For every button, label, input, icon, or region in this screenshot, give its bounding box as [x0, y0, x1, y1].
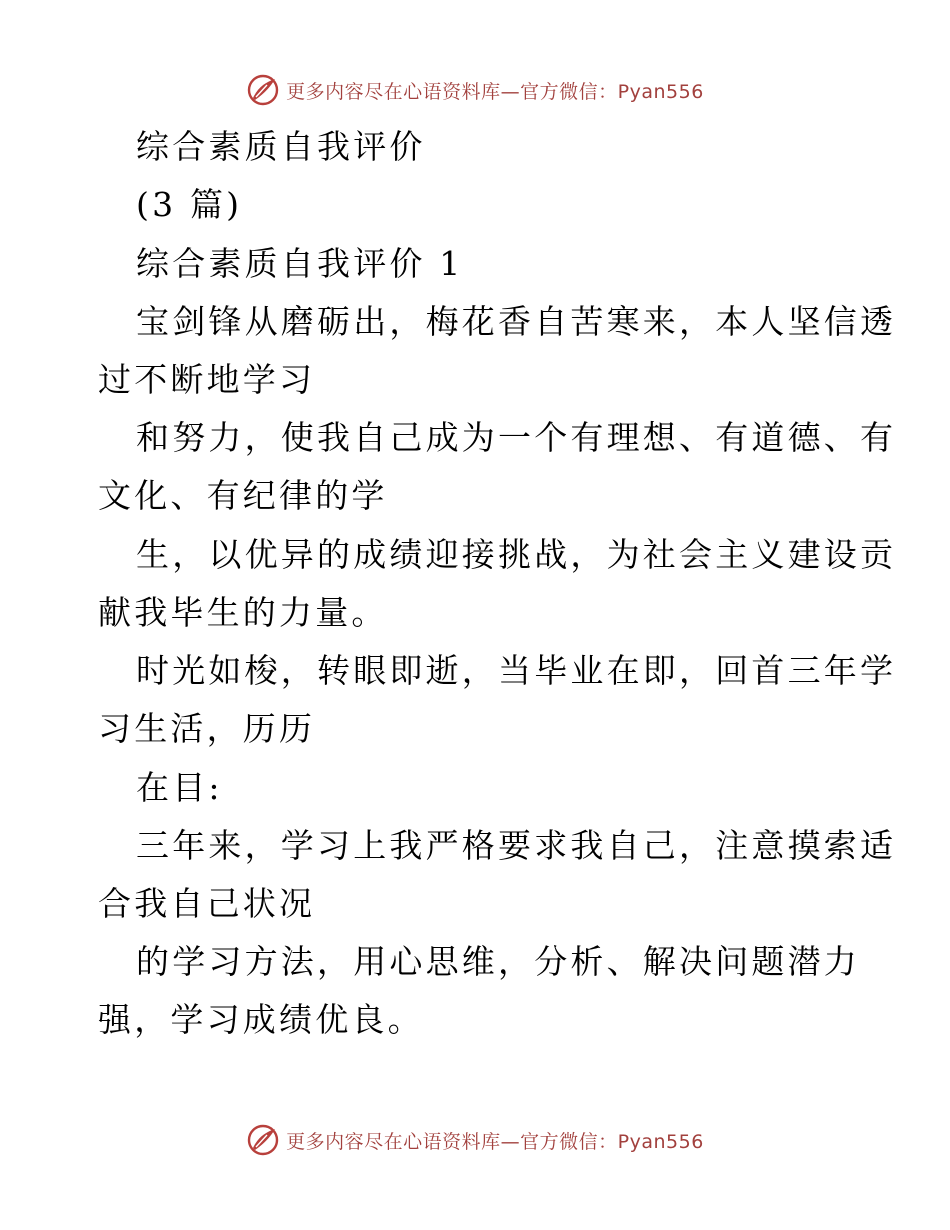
paragraph-line: 在目:: [136, 768, 223, 807]
header-banner: [0, 70, 950, 110]
footer-banner-text: 更多内容尽在心语资料库—官方微信：Pyan556: [286, 1130, 704, 1153]
paragraph-line: 三年来，学习上我严格要求我自己，注意摸索适: [136, 826, 897, 865]
document-title: 综合素质自我评价: [136, 127, 426, 166]
paragraph-line: 生，以优异的成绩迎接挑战，为社会主义建设贡: [136, 535, 897, 574]
paragraph-line: 和努力，使我自己成为一个有理想、有道德、有: [136, 418, 897, 457]
paragraph-line: 时光如梭，转眼即逝，当毕业在即，回首三年学: [136, 651, 897, 690]
header-banner-text: 更多内容尽在心语资料库—官方微信：Pyan556: [286, 80, 704, 103]
footer-banner: [0, 1120, 950, 1160]
paragraph-line: 文化、有纪律的学: [98, 476, 388, 515]
paragraph-line: 习生活，历历: [98, 709, 316, 748]
section-heading: 综合素质自我评价 1: [136, 244, 464, 283]
paragraph-line: 过不断地学习: [98, 360, 316, 399]
paragraph-line: 的学习方法，用心思维，分析、解决问题潜力: [136, 942, 860, 981]
pen-nib-seal-icon: [246, 73, 280, 107]
paragraph-line: 合我自己状况: [98, 884, 316, 923]
paragraph-line: 宝剑锋从磨砺出，梅花香自苦寒来，本人坚信透: [136, 302, 897, 341]
pen-nib-seal-icon: [246, 1123, 280, 1157]
paragraph-line: 献我毕生的力量。: [98, 593, 388, 632]
paragraph-line: 强，学习成绩优良。: [98, 1000, 424, 1039]
document-subtitle: (3 篇): [136, 185, 243, 224]
